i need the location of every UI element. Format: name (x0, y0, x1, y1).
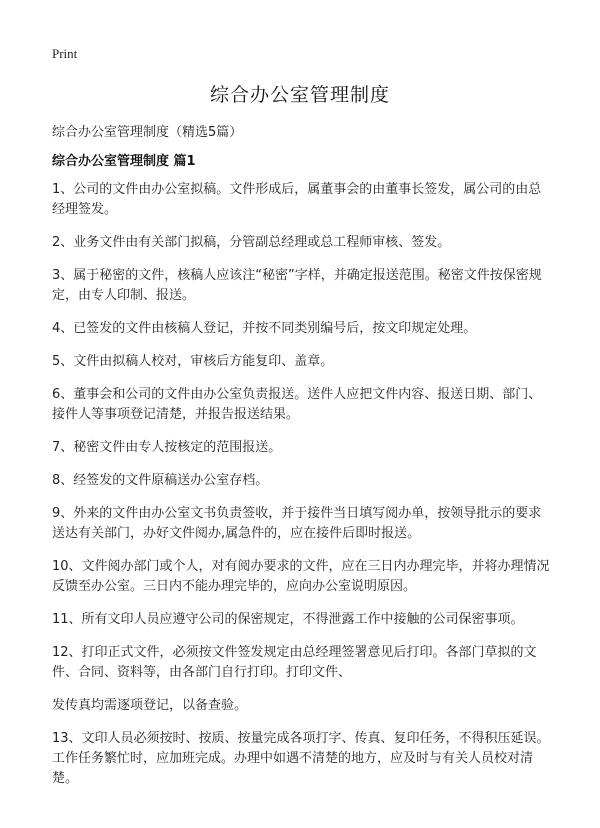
paragraph-5: 5、文件由拟稿人校对，审核后方能复印、盖章。 (52, 354, 334, 369)
paragraph-9: 9、外来的文件由办公室文书负责签收，并于接件当日填写阅办单，按领导批示的要求送达有关部门，办好文件阅办,属急件的，应在接件后即时报送。 (52, 506, 542, 541)
paragraph-8: 8、经签发的文件原稿送办公室存档。 (52, 473, 269, 488)
paragraph-7: 7、秘密文件由专人按核定的范围报送。 (52, 440, 282, 455)
paragraph-4: 4、已签发的文件由核稿人登记，并按不同类别编号后，按文印规定处理。 (52, 321, 477, 336)
paragraph-10: 10、文件阅办部门或个人，对有阅办要求的文件，应在三日内办理完毕，并将办理情况反馈至办公室。三日内不能办理完毕的，应向办公室说明原因。 (52, 559, 550, 594)
paragraph-3: 3、属于秘密的文件，核稿人应该注“秘密”字样，并确定报送范围。秘密文件按保密规定，由专人印制、报送。 (52, 268, 542, 303)
paragraph-11: 11、所有文印人员应遵守公司的保密规定，不得泄露工作中接触的公司保密事项。 (52, 612, 524, 627)
section-heading: 综合办公室管理制度 篇1 (52, 154, 196, 169)
paragraph-1: 1、公司的文件由办公室拟稿。文件形成后，属董事会的由董事长签发，属公司的由总经理签发。 (52, 182, 542, 217)
paragraph-12-continued: 发传真均需逐项登记，以备查验。 (52, 698, 248, 713)
paragraph-13: 13、文印人员必须按时、按质、按量完成各项打字、传真、复印任务，不得积压延误。工作任务繁忙时，应加班完成。办理中如遇不清楚的地方，应及时与有关人员校对清楚。 (52, 731, 550, 786)
paragraph-12: 12、打印正式文件，必须按文件签发规定由总经理签署意见后打印。各部门草拟的文件、合同、资料等，由各部门自行打印。打印文件、 (52, 645, 537, 680)
document-subtitle: 综合办公室管理制度（精选5篇） (52, 125, 243, 140)
paragraph-6: 6、董事会和公司的文件由办公室负责报送。送件人应把文件内容、报送日期、部门、接件人等事项登记清楚，并报告报送结果。 (52, 387, 542, 422)
print-label: Print (52, 46, 78, 61)
paragraph-2: 2、业务文件由有关部门拟稿，分管副总经理或总工程师审核、签发。 (52, 235, 451, 250)
document-body (52, 180, 552, 802)
document-title: 综合办公室管理制度 (209, 84, 390, 106)
